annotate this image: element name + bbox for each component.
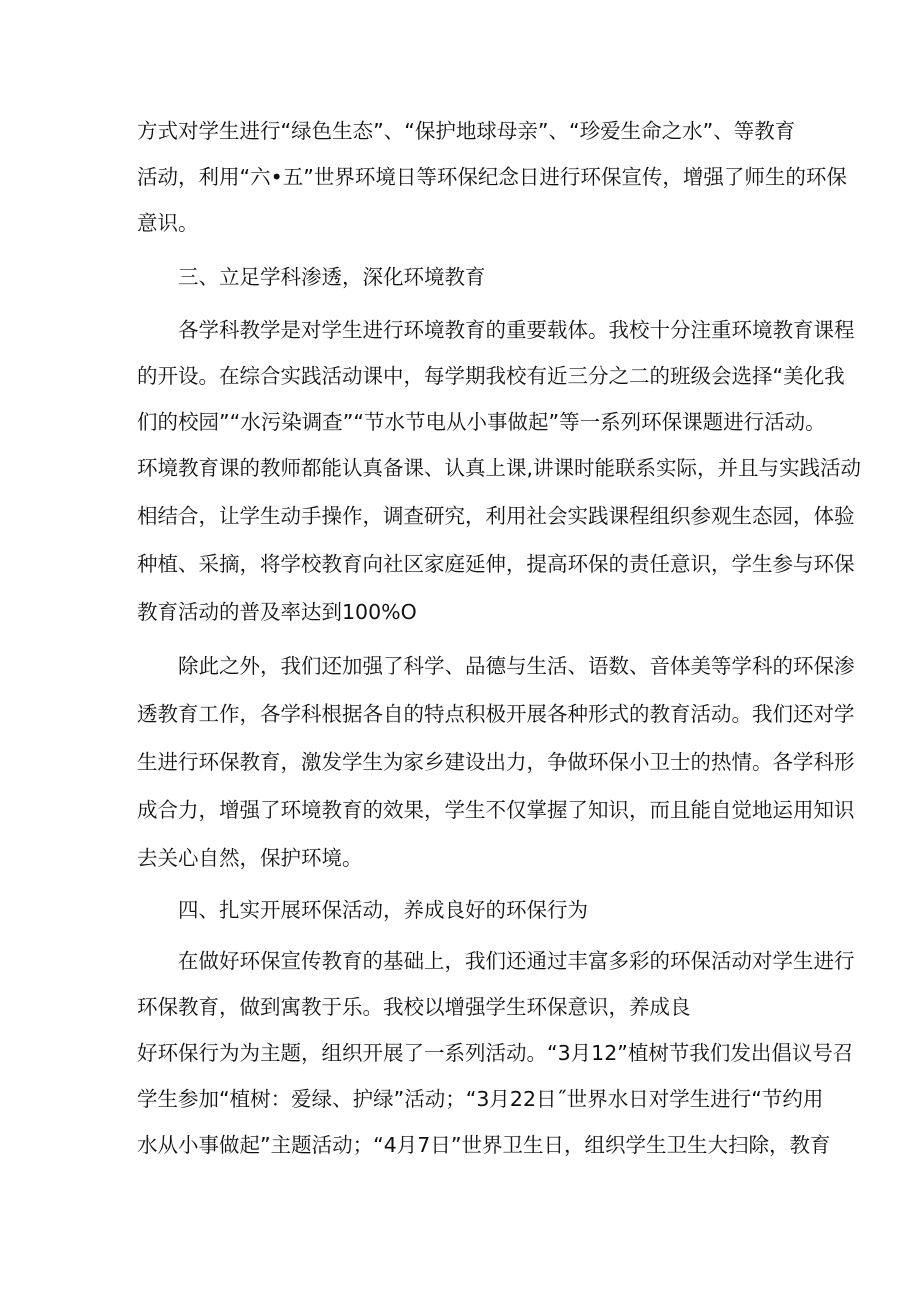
paragraph-line: 各学科教学是对学生进行环境教育的重要载体。我校十分注重环境教育课程 [178, 318, 855, 342]
paragraph-line: 环保教育，做到寓教于乐。我校以增强学生环保意识，养成良 [137, 995, 691, 1019]
paragraph-line: 意识。 [137, 211, 199, 235]
paragraph-line: 环境教育课的教师都能认真备课、认真上课,讲课时能联系实际，并且与实践活动 [137, 456, 862, 480]
paragraph-line: 在做好环保宣传教育的基础上，我们还通过丰富多彩的环保活动对学生进行 [178, 949, 855, 973]
paragraph-line: 好环保行为为主题，组织开展了一系列活动。“3月12”植树节我们发出倡议号召 [137, 1041, 854, 1065]
paragraph-line: 学生参加“植树：爱绿、护绿”活动；“3月22日˝世界水日对学生进行“节约用 [137, 1087, 824, 1111]
paragraph-line: 成合力，增强了环境教育的效果，学生不仅掌握了知识，而且能自觉地运用知识 [137, 798, 855, 822]
paragraph-line: 活动，利用“六•五”世界环境日等环保纪念日进行环保宣传，增强了师生的环保 [137, 165, 847, 189]
section-heading: 四、扎实开展环保活动，养成良好的环保行为 [178, 898, 588, 922]
paragraph-line: 种植、采摘，将学校教育向社区家庭延伸，提高环保的责任意识，学生参与环保 [137, 552, 855, 576]
paragraph-line: 教育活动的普及率达到100%O [137, 600, 417, 624]
paragraph-line: 的开设。在综合实践活动课中，每学期我校有近三分之二的班级会选择“美化我 [137, 364, 845, 388]
paragraph-line: 们的校园”“水污染调查”“节水节电从小事做起”等一系列环保课题进行活动。 [137, 410, 826, 434]
section-heading: 三、立足学科渗透，深化环境教育 [178, 265, 486, 289]
paragraph-line: 方式对学生进行“绿色生态”、“保护地球母亲”、“珍爱生命之水”、等教育 [137, 119, 796, 143]
paragraph-line: 相结合，让学生动手操作，调查研究，利用社会实践课程组织参观生态园，体验 [137, 504, 855, 528]
paragraph-line: 除此之外，我们还加强了科学、品德与生活、语数、音体美等学科的环保渗 [178, 654, 855, 678]
paragraph-line: 透教育工作，各学科根据各自的特点积极开展各种形式的教育活动。我们还对学 [137, 702, 855, 726]
paragraph-line: 水从小事做起”主题活动；“4月7日”世界卫生日，组织学生卫生大扫除，教育 [137, 1133, 831, 1157]
paragraph-line: 生进行环保教育，激发学生为家乡建设出力，争做环保小卫士的热情。各学科形 [137, 750, 855, 774]
paragraph-line: 去关心自然，保护环境。 [137, 846, 363, 870]
